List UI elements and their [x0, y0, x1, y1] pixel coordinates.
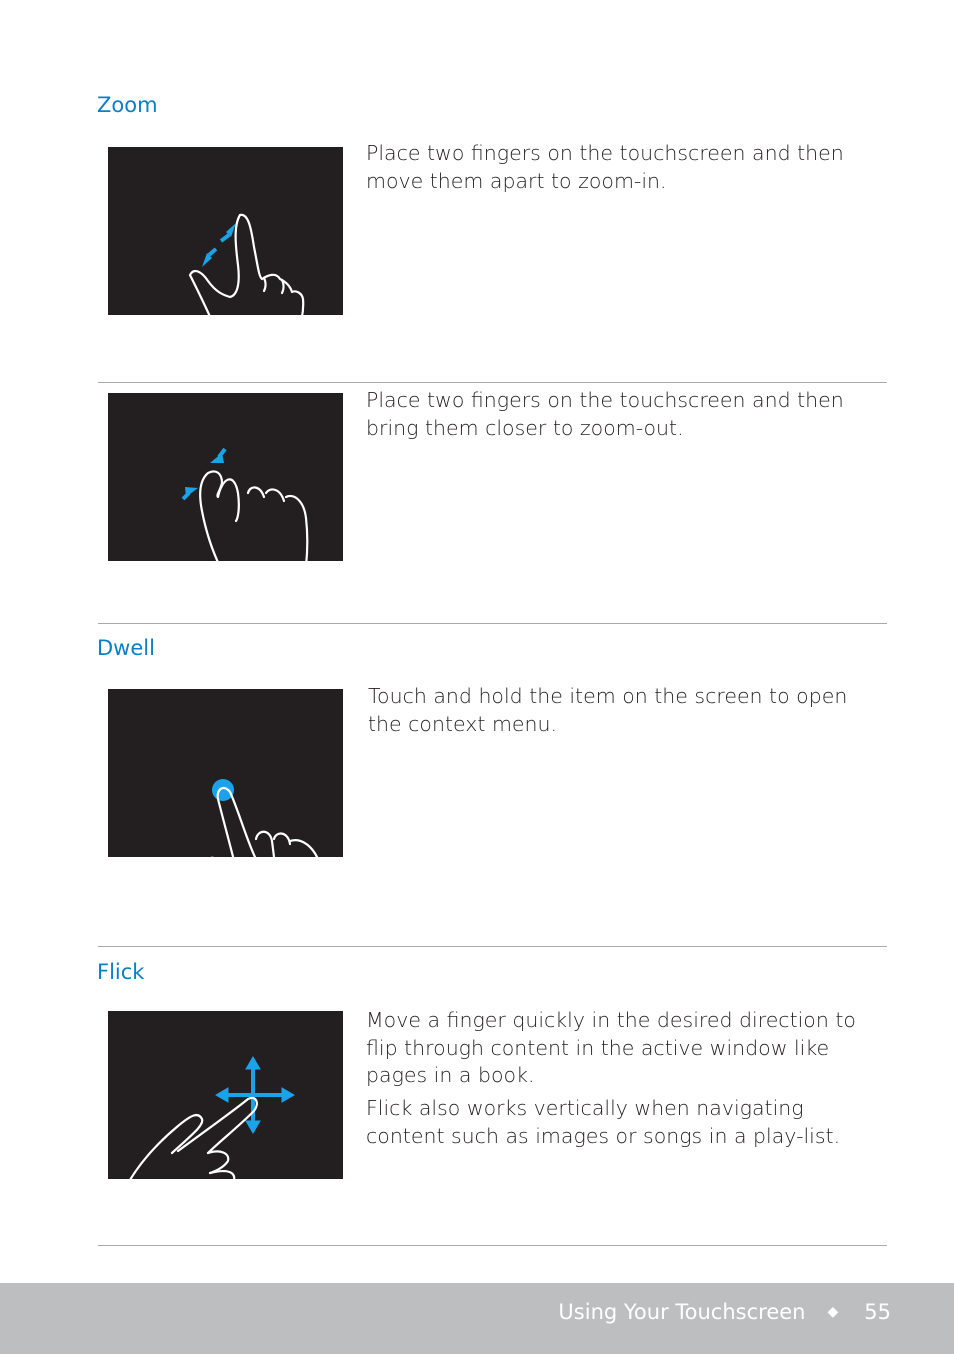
zoom-heading: Zoom — [97, 93, 158, 117]
footer-text — [558, 1300, 891, 1324]
footer-title: Using Your Touchscreen — [558, 1300, 806, 1324]
flick-description-1: Move a finger quickly in the desired direction to flip through content in the active window like pages in a book. — [366, 1008, 856, 1087]
dwell-description: Touch and hold the item on the screen to open the context menu. — [368, 684, 848, 736]
flick-hand-icon — [98, 1011, 358, 1241]
flick-heading: Flick — [97, 960, 145, 984]
divider — [98, 382, 887, 383]
divider — [98, 623, 887, 624]
diamond-separator-icon: ◆ — [827, 1304, 839, 1320]
zoom-out-hand-icon — [98, 393, 358, 618]
zoom-out-description: Place two fingers on the touchscreen and then bring them closer to zoom-out. — [366, 388, 844, 440]
divider — [98, 1245, 887, 1246]
direction-arrows-icon — [216, 1057, 294, 1133]
divider — [98, 946, 887, 947]
page-footer — [0, 1283, 954, 1354]
flick-description-2: Flick also works vertically when navigating content such as images or songs in a play-list. — [366, 1096, 841, 1148]
zoom-in-description: Place two fingers on the touchscreen and then move them apart to zoom-in. — [366, 141, 844, 193]
touch-point-icon — [212, 779, 234, 801]
page-number: 55 — [864, 1300, 891, 1324]
dwell-heading: Dwell — [97, 636, 155, 660]
dwell-hand-icon — [98, 689, 358, 941]
zoom-in-hand-icon — [98, 147, 358, 377]
